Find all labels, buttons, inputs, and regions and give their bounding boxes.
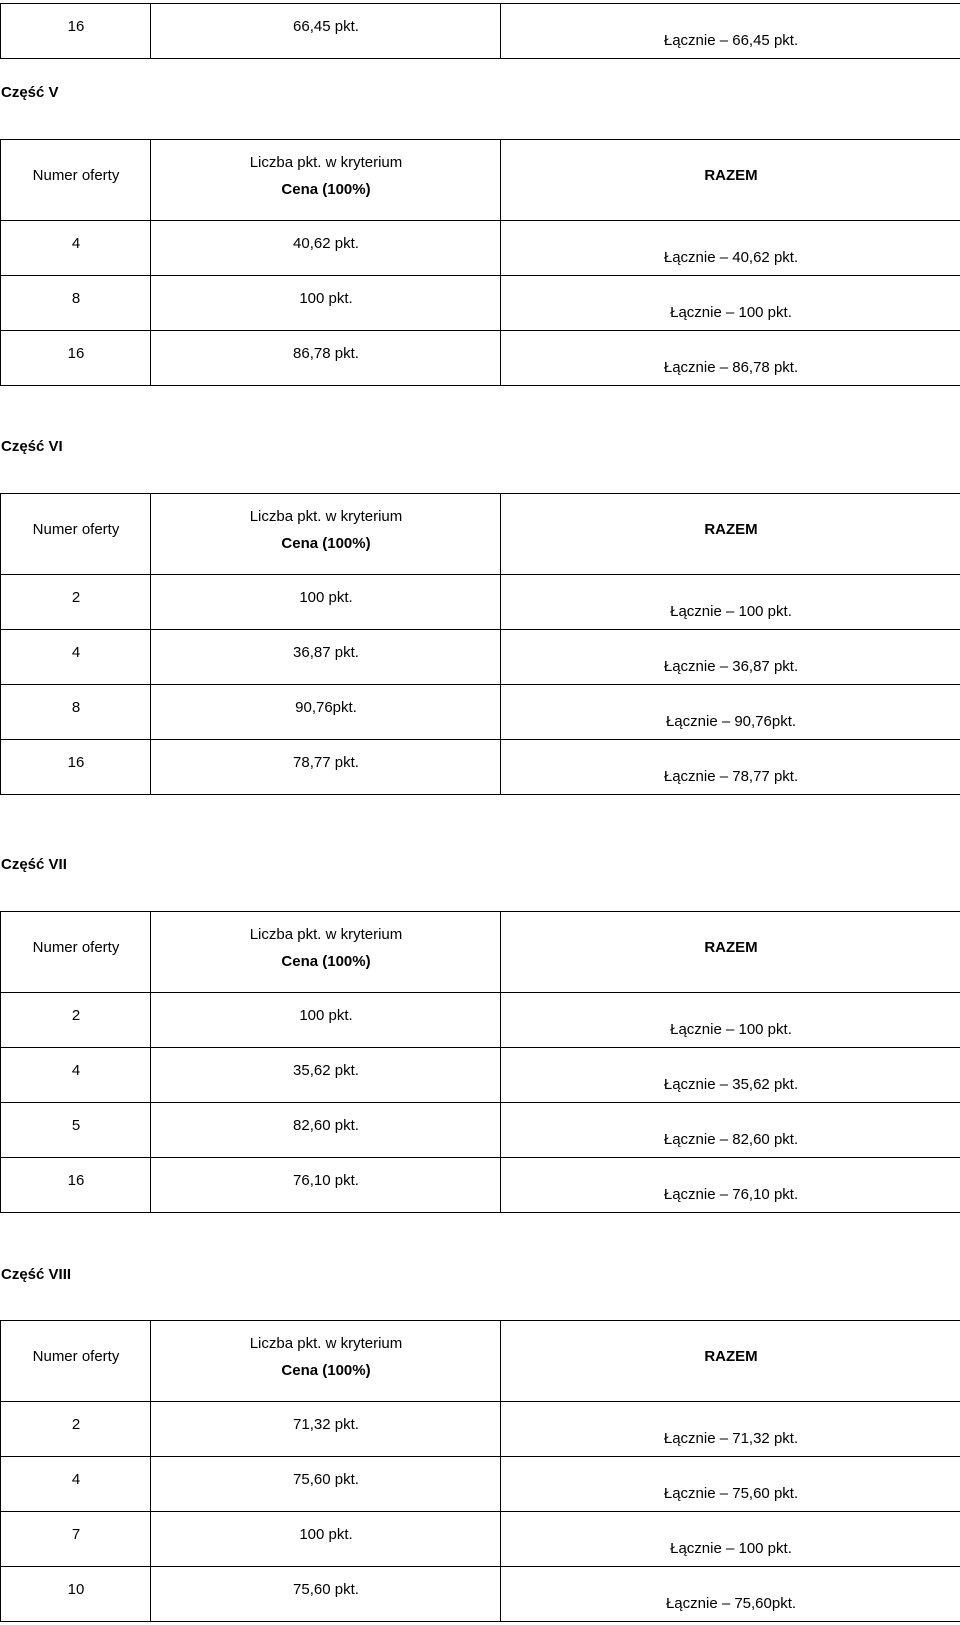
header-total: RAZEM (704, 939, 758, 956)
criterion-points: 78,77 pkt. (293, 754, 359, 771)
criterion-points: 71,32 pkt. (293, 1416, 359, 1433)
total-points: Łącznie – 36,87 pkt. (663, 658, 799, 675)
criterion-points: 35,62 pkt. (293, 1062, 359, 1079)
table-header (1, 494, 960, 575)
header-criterion-price: Cena (100%) (281, 953, 371, 970)
header-criterion: Liczba pkt. w kryterium (249, 1335, 403, 1352)
offer-number: 2 (71, 1007, 81, 1024)
table-row (1, 1512, 960, 1567)
offer-number: 4 (71, 644, 81, 661)
header-total: RAZEM (704, 1348, 758, 1365)
total-points: Łącznie – 71,32 pkt. (663, 1430, 799, 1447)
criterion-points: 86,78 pkt. (293, 345, 359, 362)
total-points: Łącznie – 76,10 pkt. (663, 1186, 799, 1203)
table-row (1, 1567, 960, 1622)
table-row (1, 740, 960, 795)
results-table (0, 911, 960, 1213)
offer-number: 16 (67, 754, 85, 771)
total-points: Łącznie – 82,60 pkt. (663, 1131, 799, 1148)
offer-number: 5 (71, 1117, 81, 1134)
criterion-points: 66,45 pkt. (293, 18, 359, 35)
table-header (1, 140, 960, 221)
criterion-points: 100 pkt. (299, 589, 353, 606)
header-criterion: Liczba pkt. w kryterium (249, 508, 403, 525)
criterion-points: 36,87 pkt. (293, 644, 359, 661)
offer-number: 8 (71, 290, 81, 307)
offer-number: 4 (71, 1471, 81, 1488)
criterion-points: 100 pkt. (299, 290, 353, 307)
section-title: Część VII (1, 856, 67, 873)
table-row (1, 630, 960, 685)
table-header (1, 912, 960, 993)
total-points: Łącznie – 35,62 pkt. (663, 1076, 799, 1093)
total-points: Łącznie – 86,78 pkt. (663, 359, 799, 376)
header-criterion: Liczba pkt. w kryterium (249, 154, 403, 171)
offer-number: 16 (67, 345, 85, 362)
offer-number: 2 (71, 1416, 81, 1433)
offer-number: 16 (67, 1172, 85, 1189)
table-header (1, 1321, 960, 1402)
criterion-points: 100 pkt. (299, 1007, 353, 1024)
total-points: Łącznie – 100 pkt. (670, 603, 792, 620)
header-offer-number: Numer oferty (32, 167, 120, 184)
offer-number: 2 (71, 589, 81, 606)
table-row (1, 331, 960, 386)
criterion-points: 82,60 pkt. (293, 1117, 359, 1134)
total-points: Łącznie – 75,60pkt. (665, 1595, 797, 1612)
header-offer-number: Numer oferty (32, 939, 120, 956)
total-points: Łącznie – 100 pkt. (670, 1021, 792, 1038)
total-points: Łącznie – 90,76pkt. (665, 713, 797, 730)
total-points: Łącznie – 100 pkt. (670, 1540, 792, 1557)
results-table (0, 139, 960, 386)
total-points: Łącznie – 78,77 pkt. (663, 768, 799, 785)
offer-number: 4 (71, 235, 81, 252)
table-row (1, 575, 960, 630)
criterion-points: 100 pkt. (299, 1526, 353, 1543)
header-criterion: Liczba pkt. w kryterium (249, 926, 403, 943)
results-table (0, 493, 960, 795)
criterion-points: 40,62 pkt. (293, 235, 359, 252)
offer-number: 8 (71, 699, 81, 716)
total-points: Łącznie – 75,60 pkt. (663, 1485, 799, 1502)
table-row (1, 4, 960, 59)
total-points: Łącznie – 40,62 pkt. (663, 249, 799, 266)
section-title: Część VI (1, 438, 63, 455)
results-table (0, 1320, 960, 1622)
top-table (0, 3, 960, 59)
section-title: Część VIII (1, 1266, 72, 1283)
header-criterion-price: Cena (100%) (281, 1362, 371, 1379)
total-points: Łącznie – 66,45 pkt. (663, 32, 799, 49)
header-total: RAZEM (704, 521, 758, 538)
criterion-points: 75,60 pkt. (293, 1471, 359, 1488)
table-row (1, 1158, 960, 1213)
table-row (1, 685, 960, 740)
table-row (1, 1402, 960, 1457)
table-row (1, 993, 960, 1048)
criterion-points: 76,10 pkt. (293, 1172, 359, 1189)
header-total: RAZEM (704, 167, 758, 184)
criterion-points: 90,76pkt. (295, 699, 357, 716)
offer-number: 7 (71, 1526, 81, 1543)
table-row (1, 276, 960, 331)
section-title: Część V (1, 84, 59, 101)
table-row (1, 1048, 960, 1103)
header-offer-number: Numer oferty (32, 521, 120, 538)
table-row (1, 1103, 960, 1158)
offer-number: 16 (67, 18, 85, 35)
table-row (1, 1457, 960, 1512)
total-points: Łącznie – 100 pkt. (670, 304, 792, 321)
header-criterion-price: Cena (100%) (281, 535, 371, 552)
table-row (1, 221, 960, 276)
header-offer-number: Numer oferty (32, 1348, 120, 1365)
header-criterion-price: Cena (100%) (281, 181, 371, 198)
offer-number: 4 (71, 1062, 81, 1079)
criterion-points: 75,60 pkt. (293, 1581, 359, 1598)
offer-number: 10 (67, 1581, 85, 1598)
